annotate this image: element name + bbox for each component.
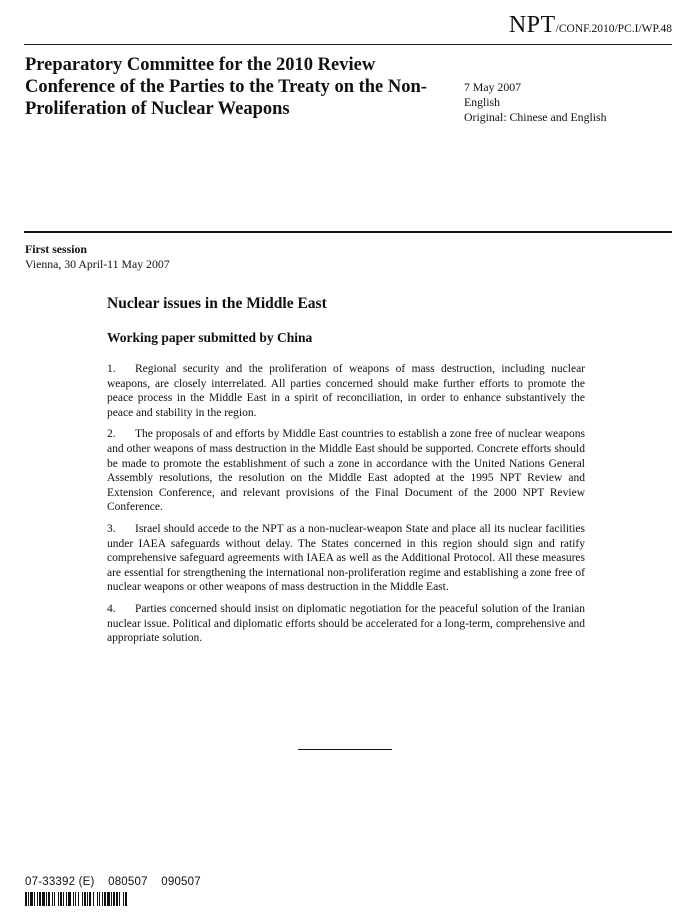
- document-meta: [464, 80, 607, 125]
- document-original-language: Original: Chinese and English: [464, 110, 607, 124]
- paragraph: [107, 427, 585, 515]
- end-rule: [298, 749, 392, 750]
- paragraph-number: 2.: [107, 428, 116, 441]
- paragraph-text: The proposals of and efforts by Middle East countries to establish a zone free of nuclear weapons and other weapons of mass destruction in the Middle East should be supported. Concrete efforts should be made to promote the establishment of such a zone in accordance with the United Nations General Assembly resolutions, the resolution on the Middle East adopted at the 1995 NPT Review and Extension Conference, and relevant provisions of the Final Document of the 2000 NPT Review Conference.: [107, 428, 585, 514]
- paragraph-text: Parties concerned should insist on diplomatic negotiation for the peaceful solution of the Iranian nuclear issue. Political and diplomatic efforts should be accelerated for a long-term, comprehensive and appropriate solution.: [107, 602, 585, 645]
- job-number: 07-33392 (E) 080507 090507: [25, 876, 201, 888]
- session-place-dates: Vienna, 30 April-11 May 2007: [25, 257, 170, 271]
- paragraphs: [107, 362, 585, 653]
- symbol-code: /CONF.2010/PC.I/WP.48: [555, 23, 672, 35]
- committee-title: Preparatory Committee for the 2010 Review Conference of the Parties to the Treaty on the Non-Proliferation of Nuclear Weapons: [25, 55, 427, 119]
- paper-subtitle: Working paper submitted by China: [107, 330, 313, 345]
- session-info: [25, 242, 170, 272]
- section-rule: [24, 231, 672, 233]
- paragraph-number: 1.: [107, 363, 116, 375]
- barcode-icon: [25, 892, 160, 906]
- document-symbol: [509, 12, 672, 39]
- paragraph: [107, 362, 585, 420]
- paragraph-number: 4.: [107, 602, 116, 615]
- paragraph: [107, 522, 585, 595]
- symbol-npt: NPT: [508, 12, 556, 38]
- paper-title: Nuclear issues in the Middle East: [107, 295, 327, 312]
- session-name: First session: [25, 242, 87, 256]
- header-rule: [24, 44, 672, 45]
- document-date: 7 May 2007: [464, 80, 522, 94]
- document-language: English: [464, 95, 501, 109]
- paragraph-text: Regional security and the proliferation of weapons of mass destruction, including nuclear weapons, are closely interrelated. All parties concerned should make further efforts to promote the peace process in the Middle East in a spirit of reconciliation, in order to enhance substantively the peace and stability in the region.: [107, 363, 585, 419]
- paragraph-number: 3.: [107, 522, 116, 535]
- paragraph: [107, 602, 585, 646]
- paragraph-text: Israel should accede to the NPT as a non-nuclear-weapon State and place all its nuclear facilities under IAEA safeguards without delay. The States concerned in this region should sign and ratify comprehensive safeguard agreements with IAEA as well as the Additional Protocol. All these measures are essential for strengthening the international non-proliferation regime and establishing a zone free of nuclear weapons or other weapons of mass destruction in the Middle East.: [107, 522, 585, 594]
